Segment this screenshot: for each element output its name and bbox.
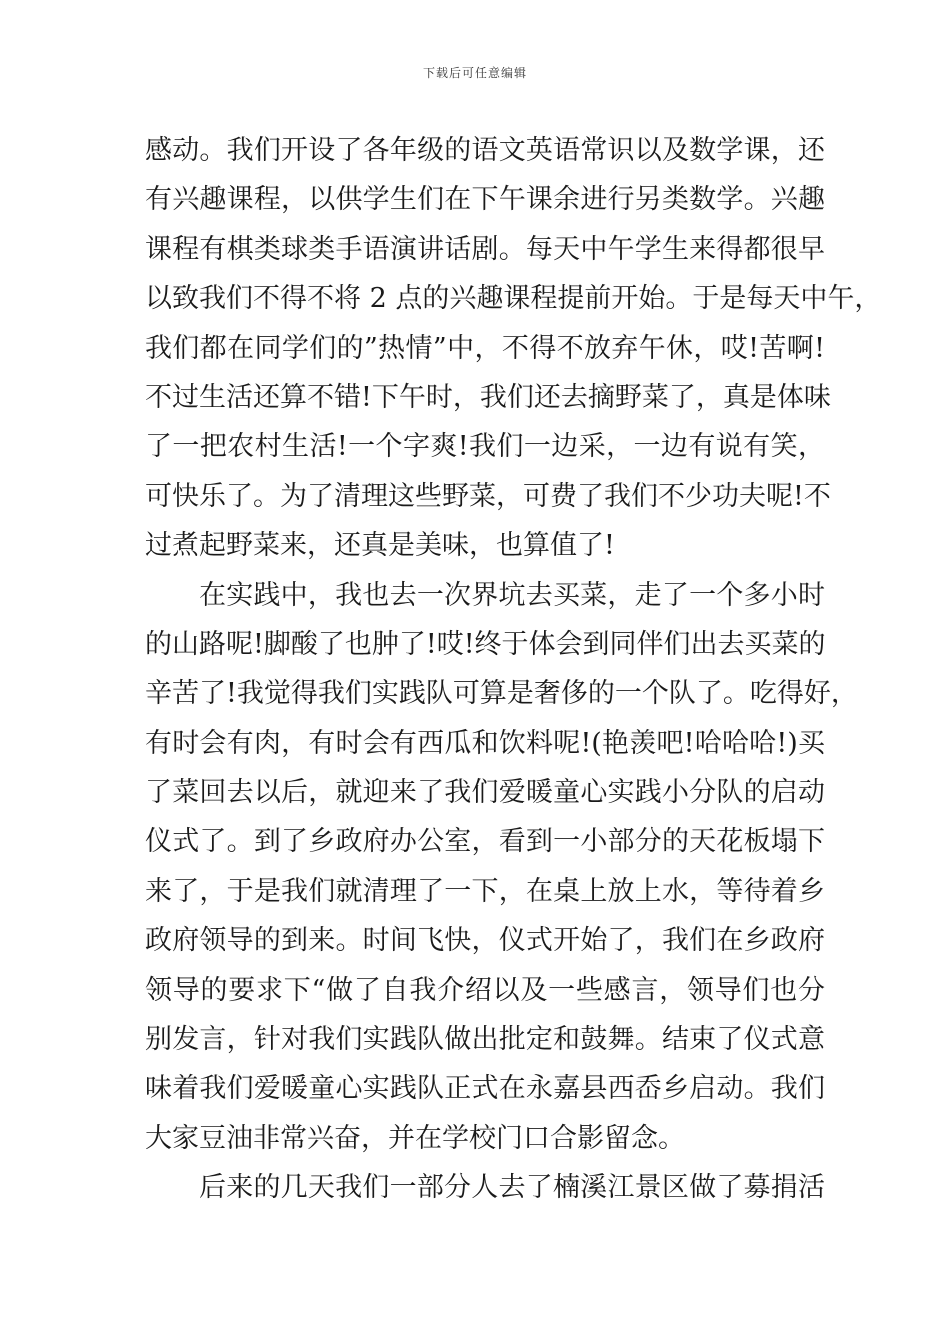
document-body xyxy=(145,126,882,1213)
text-line: 大家豆油非常兴奋，并在学校门口合影留念。 xyxy=(145,1122,685,1154)
text-line: 政府领导的到来。时间飞快，仪式开始了，我们在乡政府 xyxy=(145,925,825,957)
text-line: 领导的要求下“做了自我介绍以及一些感言，领导们也分 xyxy=(145,974,825,1006)
text-line: 了一把农村生活!一个字爽!我们一边采，一边有说有笑， xyxy=(145,431,825,463)
text-line: 课程有棋类球类手语演讲话剧。每天中午学生来得都很早 xyxy=(145,233,825,265)
text-line: 来了，于是我们就清理了一下，在桌上放上水，等待着乡 xyxy=(145,875,825,907)
text-line: 有兴趣课程，以供学生们在下午课余进行另类数学。兴趣 xyxy=(145,184,825,216)
text-line: 了菜回去以后，就迎来了我们爱暖童心实践小分队的启动 xyxy=(145,777,825,809)
text-line: 不过生活还算不错!下午时，我们还去摘野菜了，真是体味 xyxy=(145,381,831,413)
text-line: 仪式了。到了乡政府办公室，看到一小部分的天花板塌下 xyxy=(145,826,825,858)
text-line: 我们都在同学们的”热情”中，不得不放弃午休，哎!苦啊! xyxy=(145,332,825,364)
text-line: 过煮起野菜来，还真是美味，也算值了! xyxy=(145,530,615,562)
text-line: 后来的几天我们一部分人去了楠溪江景区做了募捐活 xyxy=(199,1172,825,1204)
text-line: 有时会有肉，有时会有西瓜和饮料呢!(艳羡吧!哈哈哈!)买 xyxy=(145,727,825,759)
text-line: 在实践中，我也去一次界坑去买菜，走了一个多小时 xyxy=(199,579,825,611)
text-line: 的山路呢!脚酸了也肿了!哎!终于体会到同伴们出去买菜的 xyxy=(145,628,826,660)
text-line: 味着我们爱暖童心实践队正式在永嘉县西岙乡启动。我们 xyxy=(145,1073,825,1105)
text-line: 别发言，针对我们实践队做出批定和鼓舞。结束了仪式意 xyxy=(145,1024,825,1056)
text-line: 感动。我们开设了各年级的语文英语常识以及数学课，还 xyxy=(145,135,825,166)
text-line: 可快乐了。为了清理这些野菜，可费了我们不少功夫呢!不 xyxy=(145,480,831,512)
page-header: 下载后可任意编辑 xyxy=(422,66,527,80)
text-line: 辛苦了!我觉得我们实践队可算是奢侈的一个队了。吃得好， xyxy=(145,678,858,710)
text-line: 以致我们不得不将 2 点的兴趣课程提前开始。于是每天中午， xyxy=(145,283,882,315)
